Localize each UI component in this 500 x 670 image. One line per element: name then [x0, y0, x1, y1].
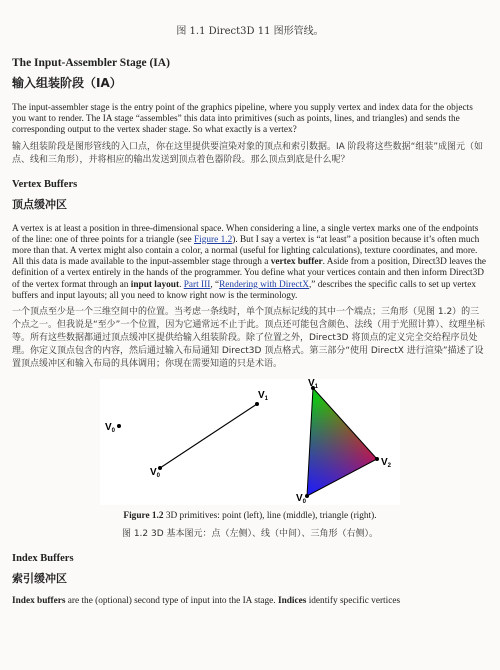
figure-1-1-caption: 图 1.1 Direct3D 11 图形管线。: [176, 26, 324, 37]
primitives-diagram: [100, 379, 400, 505]
vertex-buffers-title-en: Vertex Buffers: [12, 178, 78, 190]
vb-text-5: , “: [210, 279, 220, 290]
vb-text-3: . Aside from a position, Direct3D leaves the definition of a vertex entirely in the hands of the programmer. You define what your vertices contain and then inform Direct3D of the vertex format through an: [12, 257, 487, 290]
triangle-v2-label: $V_2$: [381, 457, 392, 470]
vb-text-1: A vertex is at least a position in three-dimensional space. When considering a line, a single vertex marks one of the endpoints of the line: one of three points for a triangle (see: [12, 223, 479, 245]
input-layout-term: input layout: [130, 279, 180, 290]
ia-paragraph-zh: 输入组装阶段是图形管线的入口点，你在这里提供要渲染对象的顶点和索引数据。IA 阶段将这些数据“组装”成图元（如点、线和三角形），并将相应的输出发送到顶点着色器阶段。那么顶点到底是什么呢？: [12, 141, 484, 165]
point-label: $V_0$: [105, 422, 116, 435]
figure-1-2-caption-zh: 图 1.2 3D 基本图元：点（左侧）、线（中间）、三角形（右侧）。: [121, 529, 379, 540]
triangle-vertex-2: [375, 457, 379, 461]
point-primitive: [117, 424, 121, 428]
vb-text-2: ). But I say a vertex is “at least” a position because it’s often much more than that. A vertex might also contain a color, a normal (useful for lighting calculations), texture coordinates, and more. All this data is made available to the input-assembler stage through a: [12, 234, 480, 268]
ia-section-title-en: The Input-Assembler Stage (IA): [12, 57, 170, 69]
line-start-label: $V_0$: [150, 467, 161, 480]
line-end-label: $V_1$: [258, 390, 269, 403]
ib-text-1: are the (optional) second type of input into the IA stage.: [65, 596, 278, 607]
triangle-vertex-0: [305, 494, 309, 498]
line-vertex-1: [255, 402, 259, 406]
vertex-buffers-paragraph-en: [12, 224, 488, 302]
ib-text-2: identify specific vertices: [306, 596, 401, 607]
figure-1-2: [100, 379, 400, 505]
figure-1-2-link[interactable]: Figure 1.2: [194, 234, 233, 245]
vb-text-6: ,” describes the specific calls to set up vertex buffers and input layouts; all you need to know right now is the terminology.: [12, 279, 476, 301]
triangle-v1-label: $V_1$: [308, 379, 319, 391]
figure-1-2-caption-label: Figure 1.2: [123, 511, 164, 522]
line-primitive: [160, 404, 257, 468]
figure-1-2-caption-text: 3D primitives: point (left), line (middle), triangle (right).: [163, 511, 377, 522]
vertex-buffers-paragraph-zh: 一个顶点至少是一个三维空间中的位置。当考虑一条线时，单个顶点标记线的其中一个端点；三角形（见图 1.2）的三个点之一。但我说是“至少”一个位置，因为它通常远不止于此。顶点还可能包含颜色、法线（用于光照计算）、纹理坐标等。所有这些数据都通过顶点缓冲区提供给输入组装阶段。除了位置之外，Direct3D 将顶点的定义完全交给程序员处理。你定义顶点包含的内容，然后通过输入布局通知 Direct3D 顶点格式。第三部分“使用 DirectX 进行渲染”描述了设置顶点缓冲区和输入布局的具体调用；你现在需要知道的只是术语。: [12, 307, 485, 370]
triangle-blue-blend: [307, 388, 377, 496]
figure-1-2-caption: [12, 511, 488, 521]
vertex-buffer-term: vertex buffer: [270, 257, 323, 268]
index-buffers-term: Index buffers: [12, 596, 66, 607]
triangle-v0-label: $V_0$: [296, 493, 307, 506]
rendering-with-directx-link[interactable]: Rendering with DirectX: [219, 279, 309, 290]
part-iii-link[interactable]: Part III: [183, 279, 211, 290]
vertex-buffers-title-zh: 顶点缓冲区: [12, 197, 67, 211]
index-buffers-title-zh: 索引缓冲区: [12, 572, 67, 586]
index-buffers-title-en: Index Buffers: [12, 553, 74, 565]
vb-text-4: .: [179, 279, 184, 290]
ia-section-title-zh: 输入组装阶段（IA）: [12, 76, 122, 90]
ia-paragraph-en: The input-assembler stage is the entry point of the graphics pipeline, where you supply vertex and index data for the objects you want to render. The IA stage “assembles” this data into primitives (such as points, lines, and triangles) and sends the corresponding output to the vertex shader stage. So what exactly is a vertex?: [12, 103, 473, 136]
line-vertex-0: [158, 466, 162, 470]
index-buffers-paragraph-en: [12, 596, 488, 607]
indices-term: Indices: [277, 596, 307, 607]
